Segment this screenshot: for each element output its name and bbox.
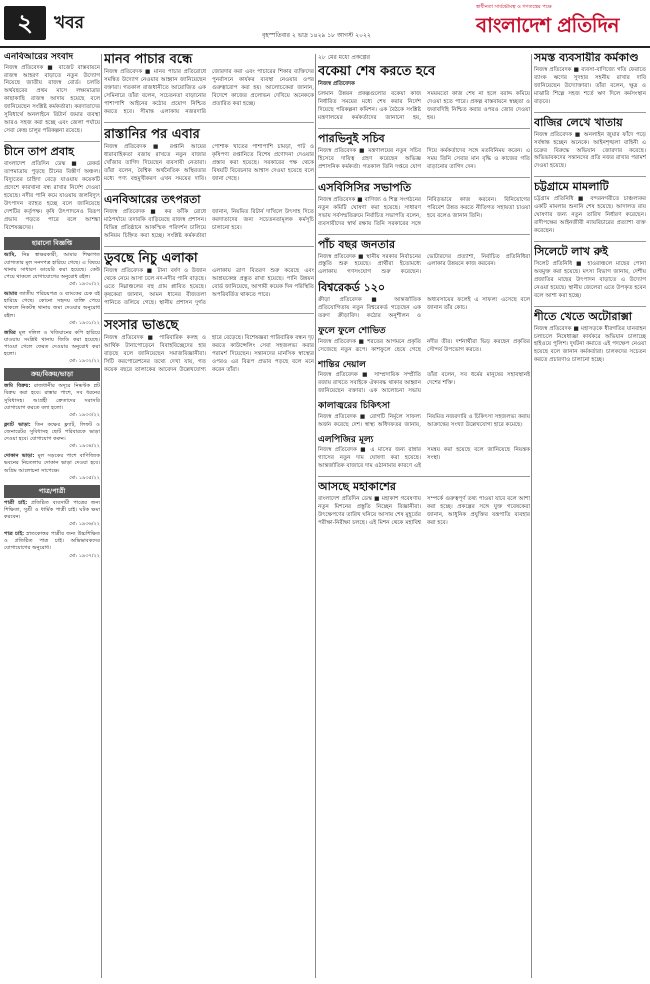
- section-name: খবর: [54, 13, 84, 33]
- story-harmony: [318, 360, 530, 396]
- headline: ডুবছে নিচু এলাকা: [104, 250, 198, 266]
- story-chattogram-case: [534, 181, 646, 236]
- story-body: বাংলাদেশ প্রতিদিন ডেস্ক ■ মহাকাশ গবেষণায় নতুন মিশনের প্রস্তুতি নিচ্ছেন বিজ্ঞানীরা। উৎক্ষেপণের তারিখ ঘনিয়ে আসায় শেষ মুহূর্তের পরীক্ষা-নিরীক্ষা চলছে। এই মিশন থেকে মহাবিশ্ব সম্পর্কে গুরুত্বপূর্ণ তথ্য পাওয়া যাবে বলে আশা করা হচ্ছে। প্রকল্পের সঙ্গে যুক্ত গবেষকেরা জানান, আধুনিক প্রযুক্তির যন্ত্রপাতি ব্যবহার করা হবে।: [318, 495, 530, 526]
- dateline: বৃহস্পতিবার ২ ভাদ্র ১৪২৯ ১৮ আগস্ট ২০২২: [262, 32, 371, 39]
- headline: রাস্তানির পর এবার: [104, 126, 200, 142]
- column-rule: [101, 54, 102, 978]
- headline: আসছে মহাকাশের: [318, 479, 396, 493]
- story-world-record: [318, 282, 530, 321]
- page-number-badge: ২: [4, 6, 46, 40]
- story-china-heat: [4, 146, 100, 232]
- divider: [104, 313, 314, 314]
- divider: [534, 241, 646, 242]
- story-body: নিজস্ব প্রতিবেদক ■ রপ্তানি আয়ের ধারাবাহিকতা বজায় রাখতে নতুন বাজার খোঁজার তাগিদ দিয়েছেন ব্যবসায়ী নেতারা। তাঁরা বলেন, বৈশ্বিক অর্থনৈতিক অস্থিরতার মধ্যে পণ্য বহুমুখীকরণ এখন সময়ের দাবি। পোশাক খাতের পাশাপাশি চামড়া, পাট ও কৃষিপণ্য রপ্তানিতে বিশেষ প্রণোদনা দেওয়ার প্রস্তাব করা হয়েছে। সরকারের পক্ষ থেকে বিষয়টি বিবেচনার আশ্বাস দেওয়া হয়েছে বলে জানা গেছে।: [104, 144, 314, 183]
- divider: [104, 189, 314, 190]
- column-right: [534, 52, 646, 980]
- column-left: [4, 52, 100, 980]
- headline: সংসার ভাঙছে: [104, 317, 179, 333]
- headline: চট্টগ্রামে মামলাটি: [534, 180, 609, 194]
- story-highway: [534, 311, 646, 366]
- story-body: সিলেট প্রতিনিধি ■ হাওরাঞ্চলে মাছের পোনা অবমুক্ত করা হয়েছে। মৎস্য বিভাগ জানায়, দেশীয় প্রজাতির মাছের উৎপাদন বাড়াতে এ উদ্যোগ নেওয়া হয়েছে। স্থানীয় জেলেরা এতে উপকৃত হবেন বলে আশা করা হচ্ছে।: [534, 260, 646, 299]
- story-body: নিজস্ব প্রতিবেদক ■ রোগটি নির্মূলে সাফল্য অর্জন করেছে দেশ। স্বাস্থ্য অধিদফতর জানায়, নিয়মিত নজরদারি ও চিকিৎসা সহজলভ্য করায় আক্রান্তের সংখ্যা উল্লেখযোগ্য হারে কমেছে।: [318, 413, 530, 428]
- headline: এসবিসিসির সভাপতি: [318, 180, 412, 194]
- story-exports: [104, 127, 314, 184]
- story-body: নিজস্ব প্রতিবেদক ■ মানব পাচার প্রতিরোধে সমন্বিত উদ্যোগ নেওয়ার আহ্বান জানিয়েছেন বক্তারা। গতকাল রাজধানীতে আয়োজিত এক সেমিনারে তাঁরা বলেন, সচেতনতা বাড়ানোর পাশাপাশি আইনের কঠোর প্রয়োগ নিশ্চিত করতে হবে। সীমান্ত এলাকায় নজরদারি জোরদার করা এবং পাচারের শিকার ব্যক্তিদের পুনর্বাসনে কার্যকর ব্যবস্থা নেওয়ার ওপর গুরুত্বারোপ করা হয়। আলোচকেরা জানান, বিদেশে কাজের প্রলোভন দেখিয়ে অনেককে প্রতারিত করা হচ্ছে।: [104, 69, 314, 116]
- divider: [104, 122, 314, 123]
- divider: [318, 234, 530, 235]
- classified-item: জমি বিক্রয়: রাজধানীর অদূরে নিষ্কণ্টক প্লট বিক্রয় করা হবে। রাস্তার পাশে, সব ধরনের সুবিধাসহ। আগ্রহী ক্রেতাদের সরাসরি যোগাযোগ করতে বলা হলো। মো: ১৯৩৩/২২: [4, 383, 100, 418]
- headline: মানব পাচার বন্ধে: [104, 52, 193, 67]
- classified-item: পাত্র চাই: স্নাতকোত্তর পাত্রীর জন্য উচ্চশিক্ষিত ও প্রতিষ্ঠিত পাত্র চাই। অভিভাবকদের যোগাযোগের অনুরোধ। মো: ১৯৩৭/২২: [4, 530, 100, 559]
- story-body: চলমান উন্নয়ন প্রকল্পগুলোর বকেয়া কাজ নির্ধারিত সময়ের মধ্যে শেষ করার নির্দেশ দিয়েছে পরিকল্পনা কমিশন। এক বৈঠকে সংশ্লিষ্ট মন্ত্রণালয়ের কর্মকর্তাদের জানানো হয়, সময়মতো কাজ শেষ না হলে বরাদ্দ কমিয়ে দেওয়া হতে পারে। প্রকল্প বাস্তবায়নে স্বচ্ছতা ও জবাবদিহি নিশ্চিত করার ওপরও জোর দেওয়া হয়।: [318, 91, 530, 122]
- story-body: নিজস্ব প্রতিবেদক ■ ব্যবসা-বাণিজ্যে গতি ফেরাতে ব্যাংক ঋণের সুদহার সহনীয় রাখার দাবি জানিয়েছেন উদ্যোক্তারা। তাঁরা বলেন, ক্ষুদ্র ও মাঝারি শিল্পে সহজ শর্তে ঋণ দিলে কর্মসংস্থান বাড়বে।: [534, 66, 646, 105]
- story-body: নিজস্ব প্রতিবেদক ■ কর ফাঁকি রোধে মাঠপর্যায়ে তদারকি বাড়িয়েছে রাজস্ব প্রশাসন। বিভিন্ন প্রতিষ্ঠানে আকস্মিক পরিদর্শন চালিয়ে অনিয়ম চিহ্নিত করা হচ্ছে। সংশ্লিষ্ট কর্মকর্তারা জানান, নিয়মিত রিটার্ন দাখিলে উৎসাহ দিতে করদাতাদের জন্য সচেতনতামূলক কর্মসূচি চালানো হবে।: [104, 208, 314, 239]
- divider: [318, 177, 530, 178]
- story-gambling: [534, 117, 646, 172]
- masthead: [0, 0, 650, 48]
- column-center-left: [104, 52, 314, 980]
- story-body: নিজস্ব প্রতিবেদক ■ স্থানীয় সরকার নির্বাচনের প্রস্তুতি শুরু হয়েছে। প্রার্থীরা ইতোমধ্যে এলাকায় গণসংযোগ শুরু করেছেন। ভোটারদের প্রত্যাশা, নির্বাচিত প্রতিনিধিরা এলাকার উন্নয়নে কাজ করবেন।: [318, 253, 530, 276]
- story-body: নিজস্ব প্রতিবেদক ■ বাজেট বাস্তবায়নে রাজস্ব আহরণ বাড়াতে নতুন উদ্যোগ নিয়েছে জাতীয় রাজস্ব বোর্ড। চলতি অর্থবছরের প্রথম মাসে লক্ষ্যমাত্রার কাছাকাছি রাজস্ব আদায় হয়েছে বলে জানিয়েছেন সংশ্লিষ্ট কর্মকর্তারা। করদাতাদের সুবিধার্থে অনলাইনে রিটার্ন জমার ব্যবস্থা আরও সহজ করা হচ্ছে এবং জেলা পর্যায়ে সেবা কেন্দ্র চালুর পরিকল্পনা রয়েছে।: [4, 64, 100, 135]
- story-flowers: [318, 326, 530, 354]
- divider: [534, 112, 646, 113]
- classified-item: পাত্রী চাই: প্রতিষ্ঠিত ব্যবসায়ী পাত্রের জন্য শিক্ষিতা, সুশ্রী ও ধার্মিক পাত্রী চাই। ঘটক ক্ষমা করবেন। মো: ১৯৩৬/২২: [4, 499, 100, 528]
- classified-header: হারানো বিজ্ঞপ্তি: [4, 237, 100, 250]
- divider: [534, 176, 646, 177]
- story-families: [104, 318, 314, 375]
- headline: এনবিআরের সংবাদ: [4, 52, 74, 62]
- story-business: [534, 52, 646, 107]
- newspaper-logo: [476, 4, 646, 44]
- classified-item: ফ্ল্যাট ভাড়া: তিন কক্ষের ফ্ল্যাট, লিফট ও জেনারেটর সুবিধাসহ ছোট পরিবারকে ভাড়া দেওয়া হবে। যোগাযোগ করুন। মো: ১৯৩৪/২২: [4, 421, 100, 450]
- headline: পাঁচ বছর জনতার: [318, 237, 395, 251]
- story-body: নিজস্ব প্রতিবেদক ■ মহাসড়কে ধীরগতির যানবাহন চলাচলে নিষেধাজ্ঞা কার্যকরে অভিযান চালাচ্ছে হাইওয়ে পুলিশ। দুর্ঘটনা কমাতে এই পদক্ষেপ নেওয়া হয়েছে বলে জানান কর্মকর্তারা। চালকদের সচেতন করতে প্রচারণাও চালানো হচ্ছে।: [534, 325, 646, 364]
- story-body: নিজস্ব প্রতিবেদক ■ শরতের আগমনে প্রকৃতি সেজেছে নতুন রূপে। কাশফুলে ছেয়ে গেছে নদীর তীর। দর্শনার্থীরা ভিড় করছেন প্রকৃতির সৌন্দর্য উপভোগ করতে।: [318, 338, 530, 353]
- headline: সিলেটে লাখ রুই: [534, 244, 608, 258]
- logo-wordmark: বাংলাদেশ প্রতিদিন: [476, 13, 619, 37]
- column-rule: [531, 54, 532, 978]
- column-rule: [315, 54, 316, 978]
- divider: [534, 306, 646, 307]
- headline: বকেয়া শেষ করতে হবে: [318, 64, 436, 79]
- story-body: নিজস্ব প্রতিবেদক ■ বাণিজ্য ও শিল্প সংগঠনের নতুন কমিটি ঘোষণা করা হয়েছে। সাধারণ সভায় সর্বসম্মতিক্রমে নির্বাচিত সভাপতি বলেন, ব্যবসায়ীদের স্বার্থ রক্ষায় তিনি সরকারের সঙ্গে নিবিড়ভাবে কাজ করবেন। বিনিয়োগের পরিবেশ উন্নত করতে নীতিগত সহায়তা চাওয়া হবে বলেও জানান তিনি।: [318, 196, 530, 227]
- story-chamber-president: [318, 182, 530, 229]
- story-secretary: [318, 133, 530, 172]
- headline: এনবিআরের তৎপরতা: [104, 192, 201, 206]
- divider: [4, 141, 100, 142]
- headline: শান্তির দেয়াল: [318, 359, 366, 370]
- headline: এলপিজির মূল্য: [318, 434, 374, 445]
- headline: পারভিনুই সচিব: [318, 132, 385, 146]
- logo-tagline: স্বাধীনতা সার্বভৌমত্ব ও গণতন্ত্রের পক্ষে: [476, 4, 552, 10]
- headline: ফুলে ফুলে শোভিত: [318, 326, 386, 337]
- story-health: [318, 401, 530, 429]
- story-lpg-price: [318, 435, 530, 471]
- story-body: নিজস্ব প্রতিবেদক ■ টানা বর্ষণ ও উজান থেকে নেমে আসা ঢলে নদ-নদীর পানি বাড়ছে। এতে নিম্নাঞ্চলের বহু গ্রাম প্লাবিত হয়েছে। কৃষকেরা জানান, আমন ধানের বীজতলা পানিতে তলিয়ে গেছে। স্থানীয় প্রশাসন দুর্গত এলাকায় ত্রাণ বিতরণ শুরু করেছে এবং আশ্রয়কেন্দ্র প্রস্তুত রাখা হয়েছে। পানি উন্নয়ন বোর্ড জানিয়েছে, আগামী কয়েক দিন পরিস্থিতি অপরিবর্তিত থাকতে পারে।: [104, 268, 314, 306]
- headline: শীতে খেতে অটোরাক্সা: [534, 309, 632, 323]
- story-body: ক্রীড়া প্রতিবেদক ■ আন্তর্জাতিক প্রতিযোগিতায় নতুন বিশ্বরেকর্ড গড়েছেন এক তরুণ ক্রীড়াবিদ। কঠোর অনুশীলন ও অধ্যবসায়ের ফলেই এ সাফল্য এসেছে বলে জানান তাঁর কোচ।: [318, 297, 530, 320]
- story-nbr-drive: [104, 194, 314, 241]
- divider: [104, 246, 314, 247]
- story-local-election: [318, 239, 530, 278]
- story-body: নিজস্ব প্রতিবেদক ■ অনলাইন জুয়ার ফাঁদে পড়ে সর্বস্বান্ত হচ্ছেন অনেকে। আইনশৃঙ্খলা বাহিনী এ চক্রের বিরুদ্ধে অভিযান জোরদার করেছে। অভিভাবকদের সন্তানদের প্রতি নজর রাখার পরামর্শ দেওয়া হয়েছে।: [534, 131, 646, 170]
- story-body: নিজস্ব প্রতিবেদক ■ মন্ত্রণালয়ের নতুন সচিব হিসেবে দায়িত্ব গ্রহণ করেছেন অভিজ্ঞ প্রশাসনিক কর্মকর্তা। গতকাল তিনি দপ্তরে যোগ দিয়ে কর্মকর্তাদের সঙ্গে মতবিনিময় করেন। এ সময় তিনি সেবার মান বৃদ্ধি ও কাজের গতি বাড়ানোর তাগিদ দেন।: [318, 148, 530, 170]
- story-body: নিজস্ব প্রতিবেদক ■ পারিবারিক কলহ ও আর্থিক টানাপোড়েনে বিবাহবিচ্ছেদের হার বাড়ছে বলে জানিয়েছেন সমাজবিজ্ঞানীরা। সিটি করপোরেশনের তথ্যে দেখা যায়, গত কয়েক বছরে তালাকের আবেদন উল্লেখযোগ্য হারে বেড়েছে। বিশেষজ্ঞরা পারিবারিক বন্ধন দৃঢ় করতে কাউন্সেলিং সেবা সহজলভ্য করার পরামর্শ দিয়েছেন। সন্তানদের মানসিক স্বাস্থ্যের ওপরও এর বিরূপ প্রভাব পড়ছে বলে মনে করেন তাঁরা।: [104, 335, 314, 373]
- story-sylhet-fish: [534, 246, 646, 301]
- headline: সমস্ত ব্যবসায়ীর কর্মকাণ্ড: [534, 52, 639, 64]
- classified-item: আমি, নিম্ন স্বাক্ষরকারী, আমার শিক্ষাগত যোগ্যতার মূল সনদপত্র হারিয়ে গেছে। এ বিষয়ে থানায় সাধারণ ডায়েরি করা হয়েছে। কেউ পেয়ে থাকলে যোগাযোগের অনুরোধ রইল। মো: ১৯৩০/২২: [4, 252, 100, 288]
- story-human-trafficking: [104, 52, 314, 117]
- story-flooding: [104, 251, 314, 308]
- classified-item: আমার জাতীয় পরিচয়পত্র ও ব্যাংকের চেক বই হারিয়ে গেছে। কোনো সহৃদয় ব্যক্তি পেয়ে থাকলে নিকটস্থ থানায় জমা দেওয়ার অনুরোধ রইল। মো: ১৯৩১/২২: [4, 291, 100, 326]
- classified-item: দোকান ভাড়া: মূল সড়কের পাশে বাণিজ্যিক ভবনের নিচতলায় দোকান ভাড়া দেওয়া হবে। অগ্রিম আলোচনা সাপেক্ষে। মো: ১৯৩৫/২২: [4, 453, 100, 481]
- headline: বিশ্বরেকর্ড ১২০: [318, 281, 386, 295]
- headline: বাজির লেখে খাতায়: [534, 115, 623, 129]
- story-space-mission: [318, 481, 530, 528]
- classified-header: ক্রয়/বিক্রয়/ভাড়া: [4, 368, 100, 381]
- story-project-deadline: [318, 52, 530, 123]
- kicker: ২৮ মের মধ্যে প্রকল্পের: [318, 54, 371, 61]
- story-nbr-news: [4, 52, 100, 136]
- story-body: নিজস্ব প্রতিবেদক ■ সাম্প্রদায়িক সম্প্রীতি বজায় রাখতে সবাইকে ঐক্যবদ্ধ থাকার আহ্বান জানিয়েছেন বক্তারা। এক আলোচনা সভায় তাঁরা বলেন, সব ধর্মের মানুষের সহাবস্থানই দেশের শক্তি।: [318, 372, 530, 395]
- divider: [318, 128, 530, 129]
- headline: চীনে তাপ প্রবাহ: [4, 145, 74, 159]
- column-center-right: [318, 52, 530, 980]
- story-body: চট্টগ্রাম প্রতিনিধি ■ বন্দরনগরীতে চাঞ্চল্যকর একটি মামলার শুনানি শেষ হয়েছে। আদালত রায় ঘোষণার জন্য নতুন তারিখ নির্ধারণ করেছেন। বাদীপক্ষের আইনজীবী ন্যায়বিচারের প্রত্যাশা ব্যক্ত করেছেন।: [534, 196, 646, 235]
- classified-header: পাত্র/পাত্রী: [4, 485, 100, 498]
- story-body: নিজস্ব প্রতিবেদক ■ এ মাসের জন্য রান্নার গ্যাসের নতুন দাম ঘোষণা করা হয়েছে। আন্তর্জাতিক বাজারে দাম ওঠানামার কারণে এই সমন্বয় করা হয়েছে বলে জানিয়েছে নিয়ন্ত্রক সংস্থা।: [318, 447, 530, 470]
- story-body: বাংলাদেশ প্রতিদিন ডেস্ক ■ রেকর্ড তাপমাত্রায় পুড়ছে চীনের বিস্তীর্ণ অঞ্চল। বিদ্যুতের চাহিদা বেড়ে যাওয়ায় কয়েকটি প্রদেশে কারখানা বন্ধ রাখার নির্দেশ দেওয়া হয়েছে। নদীর পানি কমে যাওয়ায় জলবিদ্যুৎ উৎপাদন ব্যাহত হচ্ছে বলে জানিয়েছে দেশটির কর্তৃপক্ষ। কৃষি উৎপাদনেও বিরূপ প্রভাব পড়তে পারে বলে আশঙ্কা বিশেষজ্ঞদের।: [4, 161, 100, 231]
- headline: কালাজ্বরের চিকিৎসা: [318, 401, 391, 412]
- classified-item: জমির মূল দলিল ও খতিয়ানের কপি হারিয়ে যাওয়ায় সংশ্লিষ্ট থানায় জিডি করা হয়েছে। পাওয়া গেলে ফেরত দেওয়ার অনুরোধ করা হলো। মো: ১৯৩২/২২: [4, 329, 100, 365]
- divider: [318, 476, 530, 477]
- byline: নিজস্ব প্রতিবেদক: [318, 81, 355, 88]
